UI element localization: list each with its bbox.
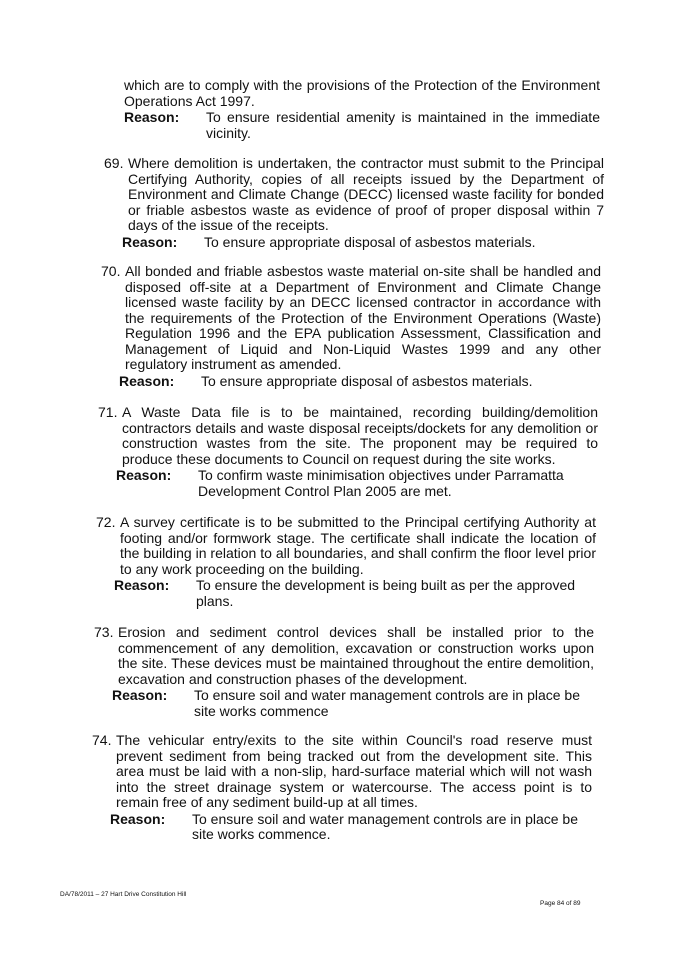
condition-72 (96, 515, 596, 609)
reason-text: To ensure soil and water management controls are in place be site works commence (194, 687, 580, 719)
intro-continuation (124, 78, 600, 141)
condition-number: 72. (96, 514, 116, 530)
condition-number: 71. (98, 404, 118, 420)
reason-block (112, 688, 594, 719)
reason-text: To ensure the development is being built as per the approved plans. (196, 577, 576, 609)
condition-70 (101, 264, 601, 389)
condition-text: Erosion and sediment control devices shall be installed prior to the commencement of any demolition, excavation or construction works upon the site. These devices must be maintained throughout the entire demolition, excavation and construction phases of the development. (118, 624, 594, 687)
reason-label: Reason: (124, 109, 180, 125)
reason-block (114, 578, 596, 609)
condition-text: The vehicular entry/exits to the site within Council's road reserve must prevent sediment from being tracked out from the development site. This area must be laid with a non-slip, hard-surface material which will not wash into the street drainage system or watercourse. The access point is to remain free of any sediment build-up at all times. (116, 732, 592, 810)
intro-text: which are to comply with the provisions of the Protection of the Environment Operations Act 1997. (124, 77, 600, 109)
reason-text: To ensure soil and water management controls are in place be site works commence. (192, 810, 578, 842)
reason-label: Reason: (114, 577, 170, 593)
reason-label: Reason: (116, 467, 172, 483)
condition-number: 73. (94, 624, 114, 640)
condition-number: 70. (101, 263, 121, 279)
condition-74 (92, 733, 592, 843)
reason-label: Reason: (110, 810, 166, 827)
reason-block (124, 110, 600, 141)
condition-text: A Waste Data file is to be maintained, recording building/demolition contractors details and waste disposal receipts/dockets for any demolition or construction wastes from the site. The proponent may be required to produce these documents to Council on request during the site works. (122, 404, 598, 467)
page-number: Page 84 of 89 (540, 900, 581, 907)
condition-text: A survey certificate is to be submitted to the Principal certifying Authority at footing and/or formwork stage. The certificate shall indicate the location of the building in relation to all boundaries, and shall confirm the floor level prior to any work proceeding on the building. (120, 514, 596, 577)
condition-71 (98, 405, 598, 499)
condition-number: 74. (92, 732, 112, 748)
footer-reference: DA/78/2011 – 27 Hart Drive Constitution Hill (60, 891, 187, 898)
reason-block (122, 235, 604, 251)
reason-text: To confirm waste minimisation objectives under Parramatta Development Control Plan 2005 are met. (198, 467, 564, 499)
reason-label: Reason: (119, 372, 175, 389)
reason-block (116, 468, 598, 499)
reason-text: To ensure appropriate disposal of asbestos materials. (201, 372, 533, 389)
reason-label: Reason: (122, 233, 178, 250)
condition-text: All bonded and friable asbestos waste material on-site shall be handled and disposed off-site at a Department of Environment and Climate Change licensed waste facility by an DECC licensed contractor in accordance with the requirements of the Protection of the Environment Operations (Waste) Regulation 1996 and the EPA publication Assessment, Classification and Management of Liquid and Non-Liquid Wastes 1999 and any other regulatory instrument as amended. (125, 263, 601, 372)
reason-text: To ensure residential amenity is maintained in the immediate vicinity. (206, 109, 600, 141)
condition-text: Where demolition is undertaken, the contractor must submit to the Principal Certifying Authority, copies of all receipts issued by the Department of Environment and Climate Change (DECC) licensed waste facility for bonded or friable asbestos waste as evidence of proof of proper disposal within 7 days of the issue of the receipts. (128, 155, 604, 233)
condition-69 (104, 156, 604, 250)
condition-number: 69. (104, 155, 124, 171)
reason-block (110, 812, 592, 843)
reason-label: Reason: (112, 687, 168, 703)
reason-text: To ensure appropriate disposal of asbestos materials. (204, 233, 536, 250)
reason-block (119, 374, 601, 390)
condition-73 (94, 625, 594, 719)
